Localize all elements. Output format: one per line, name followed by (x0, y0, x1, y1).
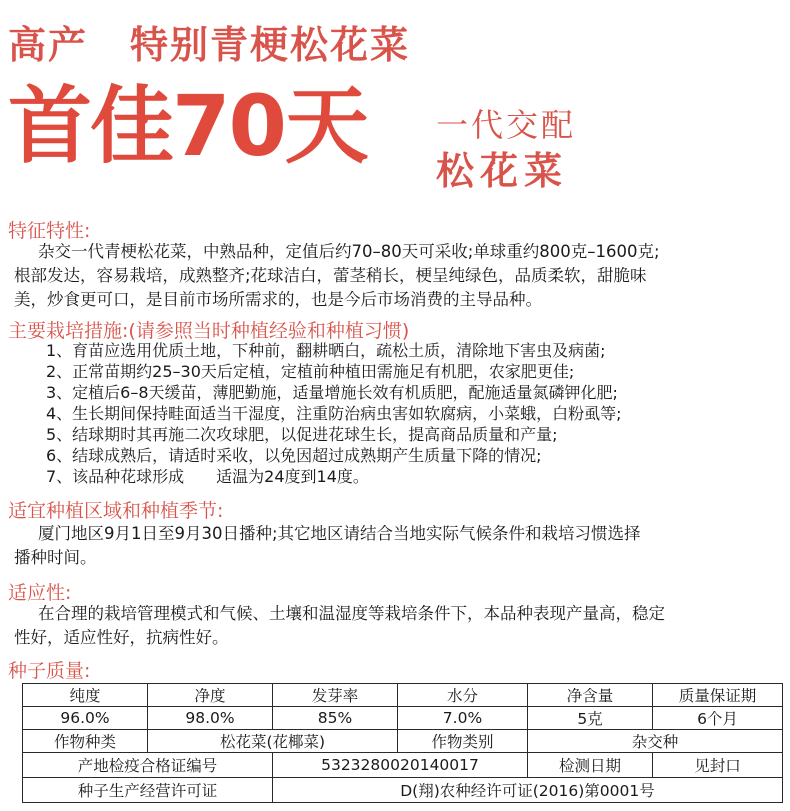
cultivation-step: 1、育苗应选用优质土地，下种前，翻耕晒白，疏松土质，清除地下害虫及病菌; (46, 341, 606, 360)
test-date-label-cell: 检测日期 (528, 753, 653, 778)
region-line: 厦门地区9月1日至9月30日播种;其它地区请结合当地实际气候条件和栽培习惯选择 (38, 524, 641, 543)
cultivation-steps (22, 340, 782, 487)
table-header-cell: 纯度 (23, 684, 148, 707)
crop-label-cell: 作物种类 (23, 730, 148, 753)
table-header-cell: 净含量 (528, 684, 653, 707)
header-tagline (8, 14, 410, 69)
crop-subtitle: 松花菜 (436, 149, 569, 193)
table-cell: 98.0% (148, 707, 273, 730)
table-cell: 96.0% (23, 707, 148, 730)
table-header-cell: 质量保证期 (653, 684, 783, 707)
table-row (23, 707, 783, 730)
adaptability-text (14, 602, 784, 650)
variety-label: 特别青梗松花菜 (130, 23, 411, 67)
features-line: 根部发达，容易栽培，成熟整齐;花球洁白，蕾茎稍长，梗呈纯绿色，品质柔软，甜脆味 (14, 266, 647, 285)
cultivation-step: 4、生长期间保持畦面适当干湿度，注重防治病虫害如软腐病，小菜蛾，白粉虱等; (46, 404, 622, 423)
cultivation-step: 3、定植后6–8天缓苗，薄肥勤施，适量增施长效有机质肥，配施适量氮磷钾化肥; (46, 383, 618, 402)
cultivation-step: 7、该品种花球形成 适温为24度到14度。 (46, 467, 369, 486)
test-date-value-cell: 见封口 (653, 753, 783, 778)
cultivation-step: 6、结球成熟后，请适时采收，以免因超过成熟期产生质量下降的情况; (46, 446, 542, 465)
features-line: 杂交一代青梗松花菜，中熟品种，定值后约70–80天可采收;单球重约800克–1600克; (38, 242, 660, 261)
adaptability-line: 性好，适应性好，抗病性好。 (14, 628, 229, 647)
brand-title: 首佳70天 (8, 77, 367, 175)
adaptability-line: 在合理的栽培管理模式和气候、土壤和温湿度等栽培条件下，本品种表现产量高，稳定 (38, 604, 665, 623)
high-yield-label: 高产 (8, 23, 89, 67)
region-text (14, 522, 784, 570)
cultivation-step: 5、结球期时其再施二次攻球肥，以促进花球生长，提高商品质量和产量; (46, 425, 558, 444)
category-value-cell: 杂交种 (528, 730, 783, 753)
table-header-cell: 水分 (398, 684, 528, 707)
region-heading: 适宜种植区域和种植季节: (8, 500, 224, 522)
table-header-cell: 净度 (148, 684, 273, 707)
table-cell: 85% (273, 707, 398, 730)
table-cell: 7.0% (398, 707, 528, 730)
features-line: 美，炒食更可口，是目前市场所需求的，也是今后市场消费的主导品种。 (14, 290, 542, 309)
license-label-cell: 种子生产经营许可证 (23, 778, 273, 803)
features-text (14, 240, 784, 312)
adaptability-heading: 适应性: (8, 582, 72, 604)
table-row (23, 778, 783, 803)
quality-heading: 种子质量: (8, 660, 91, 682)
cultivation-heading: 主要栽培措施:(请参照当时种植经验和种植习惯) (8, 320, 410, 342)
table-cell: 5克 (528, 707, 653, 730)
table-row (23, 730, 783, 753)
seed-quality-table (22, 683, 783, 803)
features-heading: 特征特性: (8, 220, 91, 242)
cert-value-cell: 5323280020140017 (273, 753, 528, 778)
table-cell: 6个月 (653, 707, 783, 730)
license-value-cell: D(翔)农种经许可证(2016)第0001号 (273, 778, 783, 803)
category-label-cell: 作物类别 (398, 730, 528, 753)
table-row (23, 684, 783, 707)
crop-value-cell: 松花菜(花椰菜) (148, 730, 398, 753)
table-header-cell: 发芽率 (273, 684, 398, 707)
table-row (23, 753, 783, 778)
region-line: 播种时间。 (14, 548, 97, 567)
hybrid-subtitle: 一代交配 (436, 106, 577, 144)
cultivation-step: 2、正常苗期约25–30天后定植，定植前种植田需施足有机肥，农家肥更佳; (46, 362, 575, 381)
cert-label-cell: 产地检疫合格证编号 (23, 753, 273, 778)
